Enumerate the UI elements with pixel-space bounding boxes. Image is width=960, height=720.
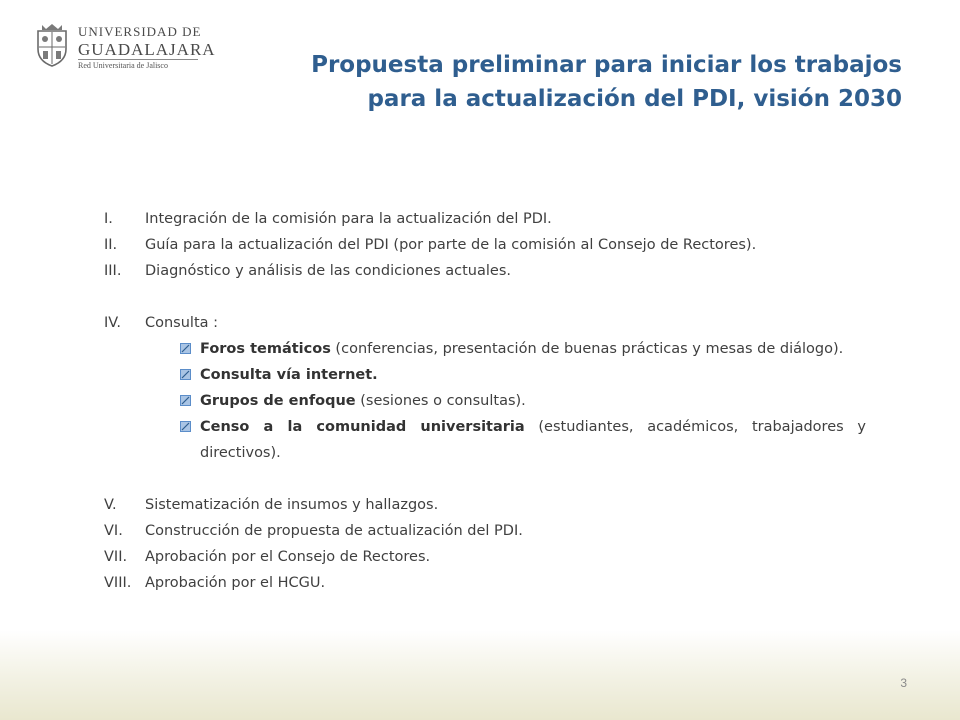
- blue-diamond-bullet-icon: [180, 343, 191, 354]
- blue-diamond-bullet-icon: [180, 395, 191, 406]
- blue-diamond-bullet-icon: [180, 369, 191, 380]
- list-item: [104, 492, 874, 518]
- list-item: [104, 544, 874, 570]
- slide-content: [104, 206, 874, 596]
- item-text: Construcción de propuesta de actualización del PDI.: [145, 523, 523, 539]
- list-item: [104, 258, 874, 284]
- slide-title: [262, 48, 902, 116]
- sub-item-bold: Grupos de enfoque: [200, 393, 356, 409]
- sub-item: [104, 362, 866, 388]
- footer-band: [0, 630, 960, 720]
- item-text: Sistematización de insumos y hallazgos.: [145, 497, 439, 513]
- list-item: [104, 570, 874, 596]
- item-number: III.: [104, 263, 122, 279]
- sub-item: [104, 388, 866, 414]
- item-text: Integración de la comisión para la actualización del PDI.: [145, 211, 552, 227]
- sub-item: [104, 336, 866, 362]
- sub-item-bold: Censo a la comunidad universitaria: [200, 419, 525, 435]
- item-number: I.: [104, 211, 113, 227]
- logo-line-2: GUADALAJARA: [78, 40, 216, 59]
- item-number: II.: [104, 237, 118, 253]
- blue-diamond-bullet-icon: [180, 421, 191, 432]
- item-number: VI.: [104, 523, 123, 539]
- university-logo: [34, 20, 216, 72]
- item-text: Consulta :: [145, 315, 219, 331]
- page-number: 3: [900, 676, 907, 690]
- item-number: V.: [104, 497, 117, 513]
- list-item: [104, 310, 874, 336]
- item-text: Aprobación por el HCGU.: [145, 575, 326, 591]
- spacer: [104, 466, 874, 492]
- list-item: [104, 206, 874, 232]
- list-item: [104, 518, 874, 544]
- item-text: Guía para la actualización del PDI (por parte de la comisión al Consejo de Rectores).: [145, 237, 757, 253]
- crest-icon: [34, 23, 70, 67]
- list-item: [104, 232, 874, 258]
- sub-item: [104, 414, 866, 466]
- item-number: IV.: [104, 315, 121, 331]
- spacer: [104, 284, 874, 310]
- sub-item-bold: Foros temáticos: [200, 341, 331, 357]
- item-number: VII.: [104, 549, 128, 565]
- logo-subtitle: Red Universitaria de Jalisco: [78, 61, 168, 70]
- sub-item-bold: Consulta vía internet.: [200, 367, 378, 383]
- sub-item-text: (conferencias, presentación de buenas prácticas y mesas de diálogo).: [330, 341, 844, 357]
- item-text: Diagnóstico y análisis de las condiciones actuales.: [145, 263, 511, 279]
- sub-item-text: (estudiantes, académicos, trabajadores y directivos).: [200, 419, 866, 461]
- logo-line-1: UNIVERSIDAD DE: [78, 24, 202, 39]
- slide-title-line-1: Propuesta preliminar para iniciar los trabajos: [311, 52, 902, 78]
- logo-divider: [78, 59, 198, 60]
- item-text: Aprobación por el Consejo de Rectores.: [145, 549, 431, 565]
- item-number: VIII.: [104, 575, 132, 591]
- slide-title-line-2: para la actualización del PDI, visión 2030: [367, 86, 902, 112]
- sub-item-text: (sesiones o consultas).: [355, 393, 526, 409]
